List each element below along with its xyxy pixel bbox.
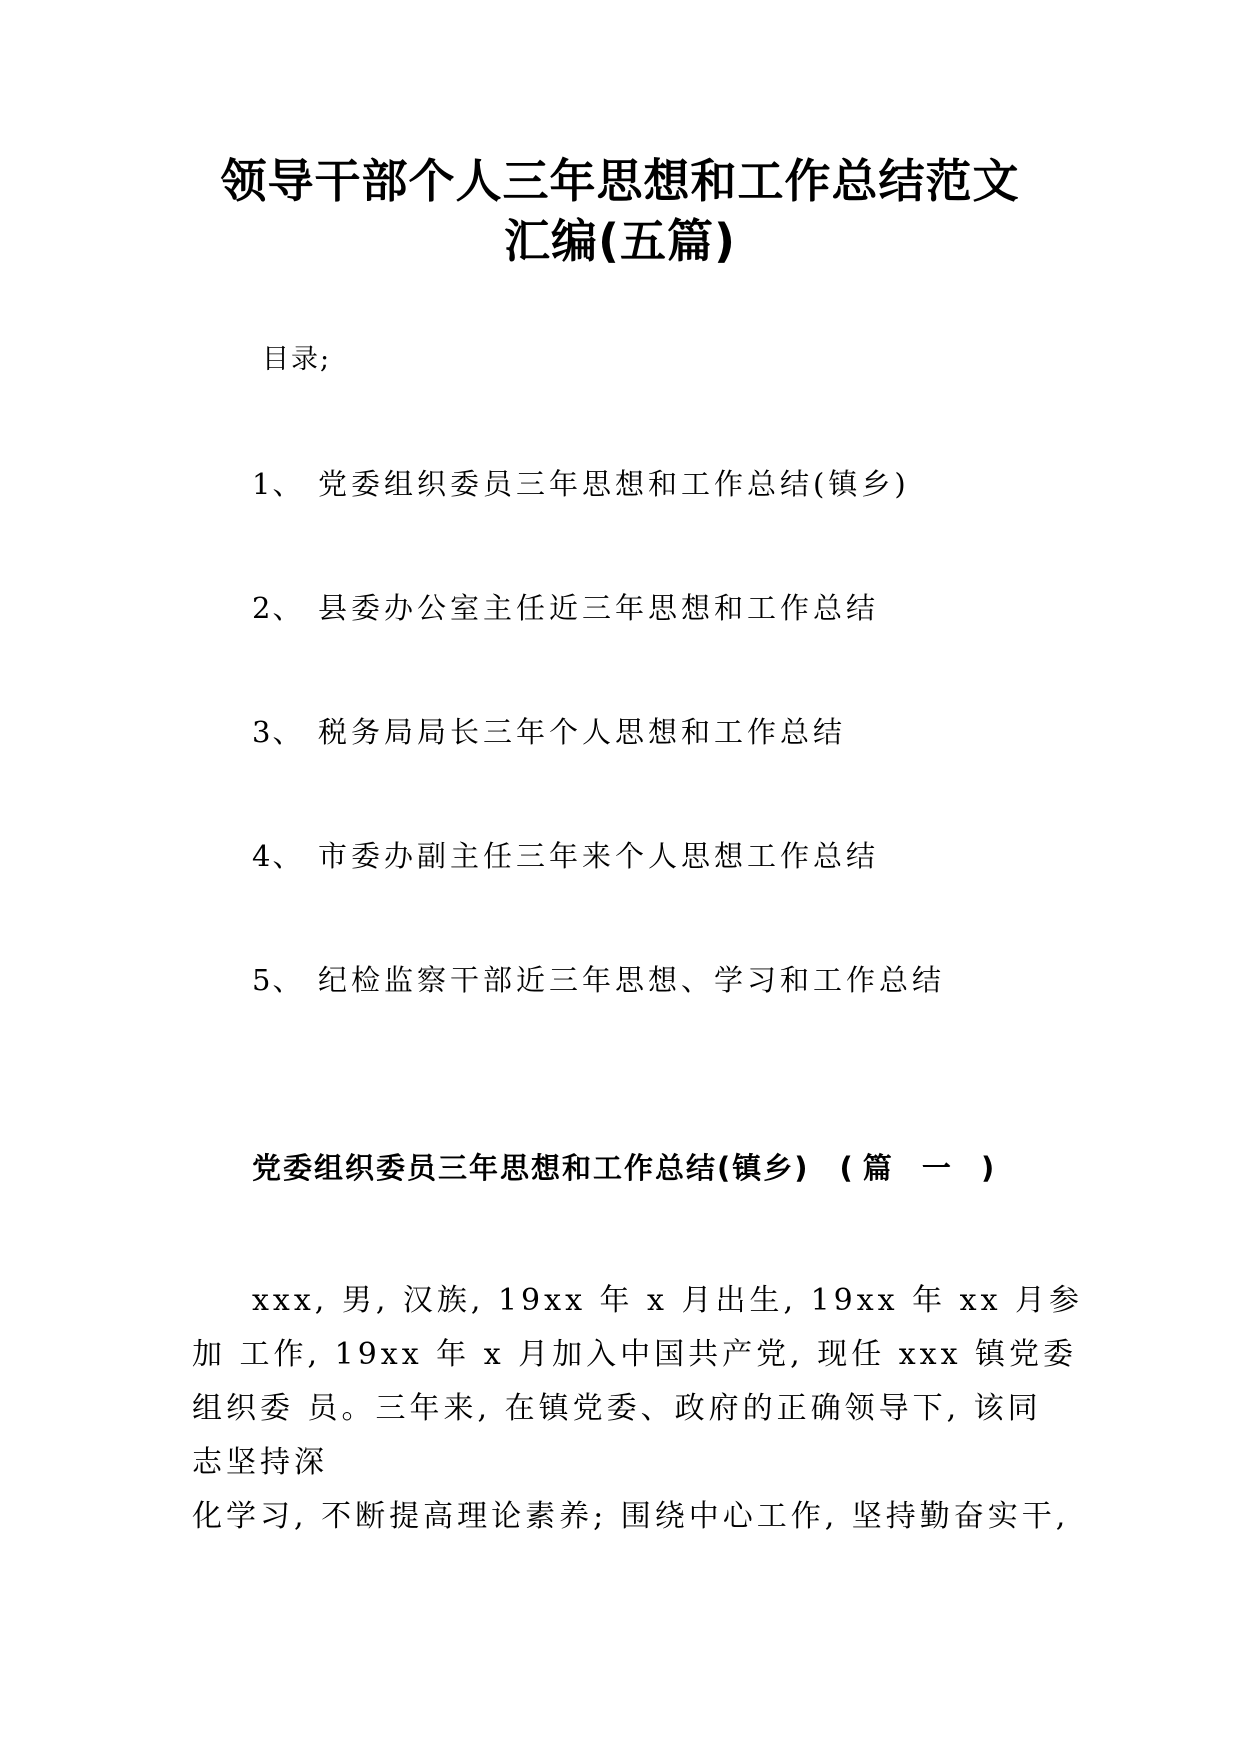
paragraph-line: 化学习, 不断提高理论素养; 围绕中心工作, 坚持勤奋实干, [192,1499,1070,1534]
paragraph-line: 组织委 员。三年来, 在镇党委、政府的正确领导下, 该同 [192,1391,1042,1426]
toc-item-number: 5、 [252,963,304,997]
paragraph-line: 加 工作, 19xx 年 x 月加入中国共产党, 现任 xxx 镇党委 [192,1337,1078,1372]
toc-item [252,963,946,997]
toc-item [252,467,910,501]
toc-item-text: 纪检监察干部近三年思想、学习和工作总结 [318,963,946,997]
toc-item-number: 1、 [252,467,304,501]
section-heading [252,1151,1005,1185]
toc-item [252,715,847,749]
toc-item-number: 3、 [252,715,304,749]
toc-item-number: 4、 [252,839,304,873]
document-title-line-2: 汇编(五篇) [503,214,737,268]
toc-item [252,839,880,873]
toc-item-text: 党委组织委员三年思想和工作总结(镇乡) [318,467,910,501]
section-part-label: (篇 一 ) [839,1151,1005,1185]
toc-item-number: 2、 [252,591,304,625]
section-title: 党委组织委员三年思想和工作总结(镇乡) [252,1151,810,1185]
paragraph-line: 志坚持深 [192,1445,328,1480]
document-title-line-1: 领导干部个人三年思想和工作总结范文 [220,154,1020,208]
toc-item-text: 市委办副主任三年来个人思想工作总结 [318,839,880,873]
toc-heading: 目录; [262,344,332,375]
paragraph-line: xxx, 男, 汉族, 19xx 年 x 月出生, 19xx 年 xx 月参 [252,1283,1084,1318]
toc-item-text: 税务局局长三年个人思想和工作总结 [318,715,847,749]
toc-item-text: 县委办公室主任近三年思想和工作总结 [318,591,880,625]
toc-item [252,591,880,625]
